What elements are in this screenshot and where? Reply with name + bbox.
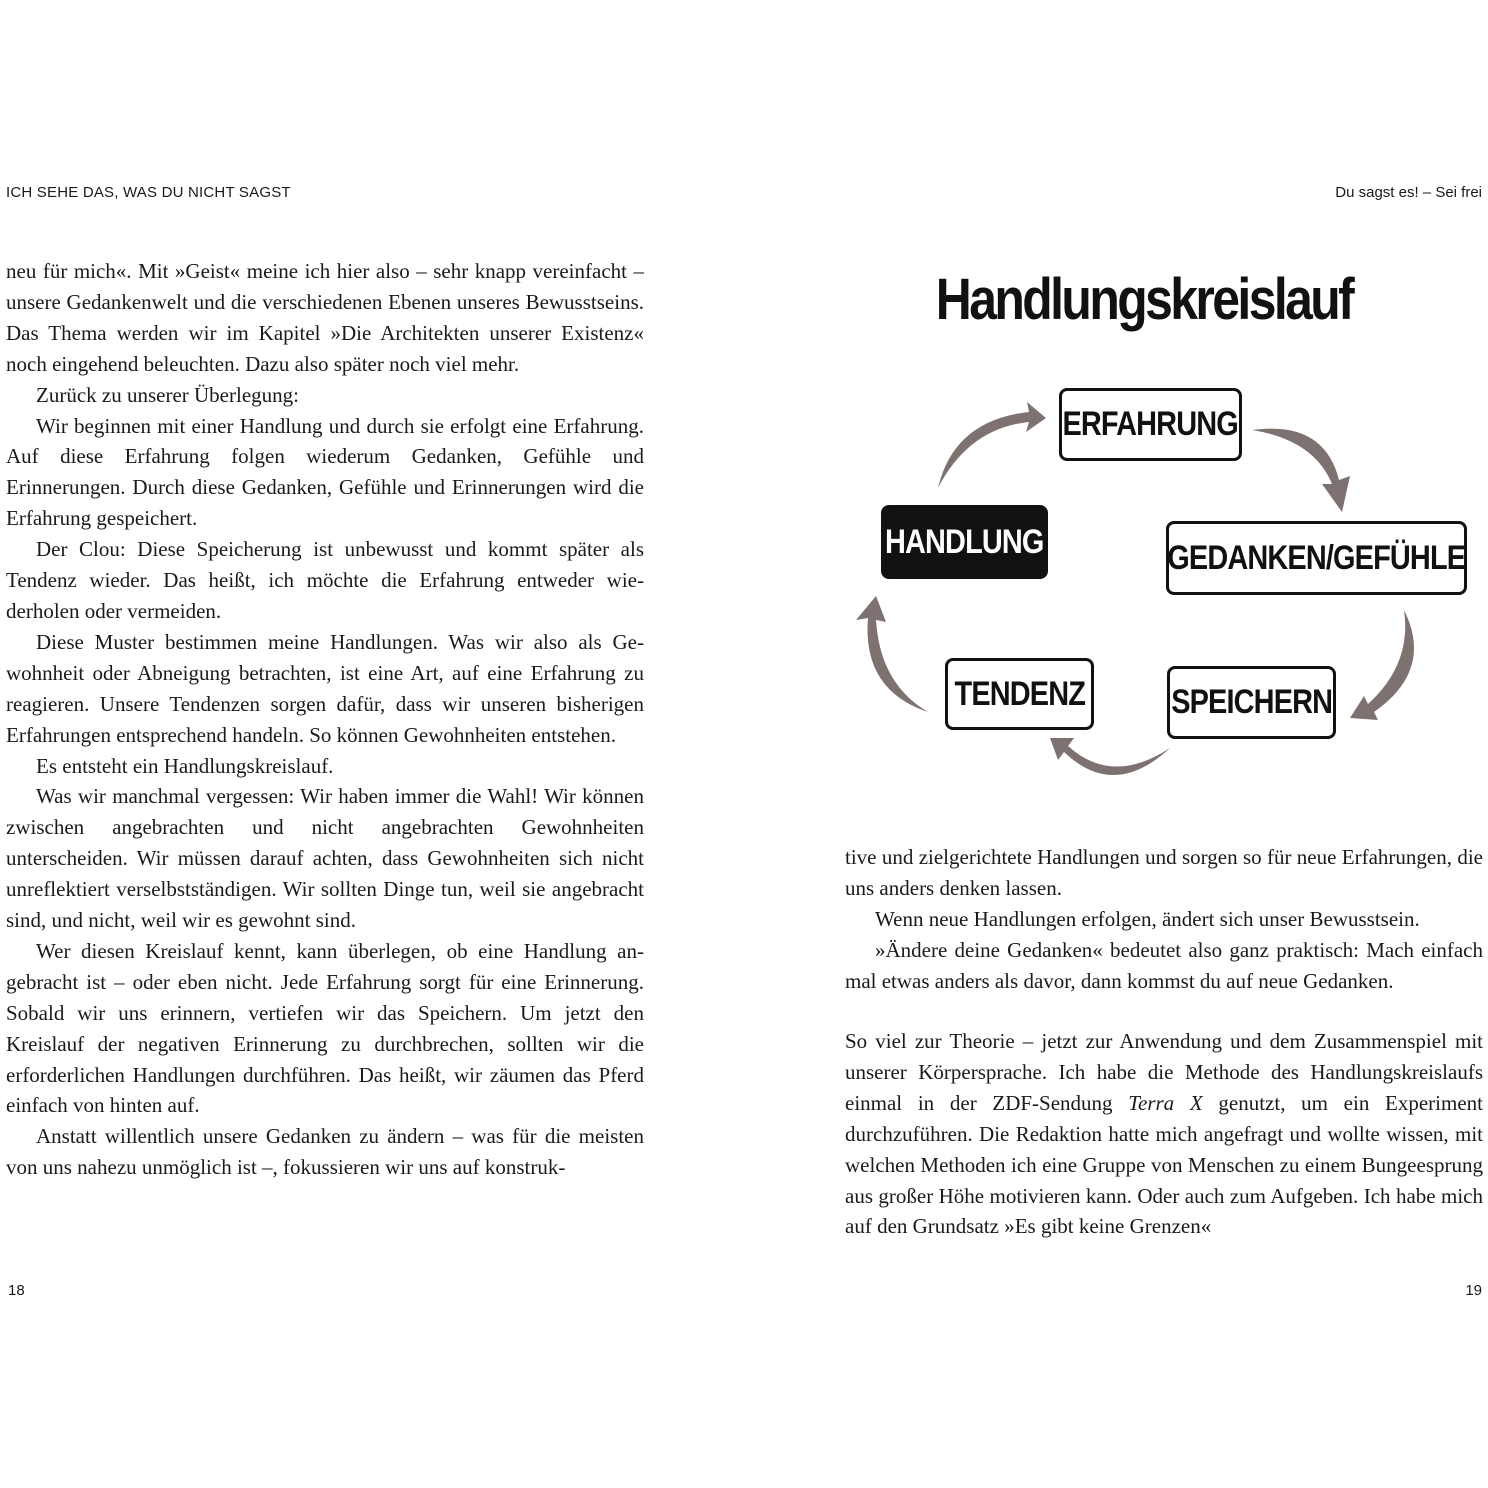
paragraph: Anstatt willentlich unsere Gedanken zu ändern – was für die meisten von uns nahezu unmöglich ist –, fokussieren wir uns auf konstruk- xyxy=(6,1124,644,1180)
paragraph: Der Clou: Diese Speicherung ist unbewusst und kommt später als Tendenz wieder. Das heißt, ich möchte die Erfahrung entweder wiederholen oder vermeiden. xyxy=(6,537,644,623)
arrow-icon xyxy=(1252,429,1350,512)
diagram-title: Handlungskreislauf xyxy=(935,267,1353,332)
paragraph: Wer diesen Kreislauf kennt, kann überlegen, ob eine Handlung angebracht ist – oder eben nicht. Jede Erfahrung sorgt für eine Erinnerung. Sobald wir uns erinnern, vertiefen wir das Speichern. Um jetzt den Kreislauf der negativen Erinnerung zu durchbrechen, sollten wir die erforderlichen Handlungen durchführen. Das heißt, wir zäumen das Pferd einfach von hinten auf. xyxy=(6,938,644,1118)
handlungskreislauf-diagram xyxy=(744,0,1488,830)
right-body-text-a xyxy=(845,842,1483,997)
right-page xyxy=(744,0,1488,1488)
arrow-icon xyxy=(1350,610,1414,720)
paragraph: Was wir manchmal vergessen: Wir haben immer die Wahl! Wir können zwischen angebrachten und nicht angebrachten Gewohnheiten unterscheiden. Wir müssen darauf achten, dass Gewohnheiten sich nicht unreflektiert verselbstständigen. Wir sollten Dinge tun, weil sie angebracht sind, und nicht, weil wir es gewohnt sind. xyxy=(6,784,644,933)
paragraph: Wir beginnen mit einer Handlung und durch sie erfolgt eine Erfahrung. Auf diese Erfahrung folgen wiederum Gedanken, Gefühle und Erinnerungen. Durch diese Gedanken, Gefühle und Erinnerungen wird die Erfahrung gespeichert. xyxy=(6,413,644,531)
paragraph-segment: genutzt, um ein Experiment durchzuführen. Die Redaktion hatte mich angefragt und wollte wissen, mit welchen Methoden ich eine Gruppe von Menschen zu einem Bungeesprung aus großer Höhe motivieren kann. Oder auch zum Aufgeben. Ich habe mich auf den Grundsatz »Es gibt keine Grenzen« xyxy=(845,1090,1483,1239)
running-head-right: Du sagst es! – Sei frei xyxy=(1335,184,1482,201)
paragraph: Diese Muster bestimmen meine Handlungen. Was wir also als Gewohnheit oder Abneigung betrachten, ist eine Art, auf eine Erfahrung zu reagieren. Unsere Tendenzen sorgen dafür, dass wir unseren bisherigen Erfahrungen entsprechend handeln. So können Gewohnheiten entstehen. xyxy=(6,629,644,747)
show-title: Terra X xyxy=(1128,1090,1203,1115)
paragraph: tive und zielgerichtete Handlungen und sorgen so für neue Erfahrungen, die uns anders denken lassen. xyxy=(845,845,1483,900)
arrow-icon xyxy=(856,596,928,712)
node-handlung: HANDLUNG xyxy=(881,505,1048,579)
node-tendenz: TENDENZ xyxy=(945,658,1094,730)
page-number-right: 19 xyxy=(1465,1282,1482,1299)
left-body-text xyxy=(6,256,644,1183)
paragraph xyxy=(845,1026,1483,1242)
right-body-text-b xyxy=(845,1026,1483,1242)
node-erfahrung: ERFAHRUNG xyxy=(1059,388,1242,461)
page-number-left: 18 xyxy=(8,1282,25,1299)
running-head-left: ICH SEHE DAS, WAS DU NICHT SAGST xyxy=(6,184,291,201)
paragraph-segment: So viel zur Theorie – jetzt zur Anwendung und dem Zusammenspiel mit unserer Körpersprache. Ich habe die Methode des Handlungskreislaufs einmal in der ZDF-Sendung xyxy=(845,1029,1483,1115)
paragraph: Es entsteht ein Handlungskreislauf. xyxy=(36,753,334,778)
arrow-icon xyxy=(1050,738,1170,775)
paragraph: neu für mich«. Mit »Geist« meine ich hier also – sehr knapp vereinfacht – unsere Gedankenwelt und die verschiedenen Ebenen unseres Bewusstseins. Das Thema werden wir im Kapitel »Die Architekten unserer Existenz« noch eingehend beleuchten. Dazu also später noch viel mehr. xyxy=(6,259,644,376)
paragraph: Zurück zu unserer Überlegung: xyxy=(36,382,299,407)
paragraph: »Ändere deine Gedanken« bedeutet also ganz praktisch: Mach einfach mal etwas anders als davor, dann kommst du auf neue Gedanken. xyxy=(845,937,1483,993)
node-speichern: SPEICHERN xyxy=(1167,666,1336,739)
arrow-icon xyxy=(938,402,1046,488)
node-gedanken-gefuehle: GEDANKEN/GEFÜHLE xyxy=(1166,521,1467,595)
paragraph: Wenn neue Handlungen erfolgen, ändert sich unser Bewusstsein. xyxy=(875,906,1420,931)
